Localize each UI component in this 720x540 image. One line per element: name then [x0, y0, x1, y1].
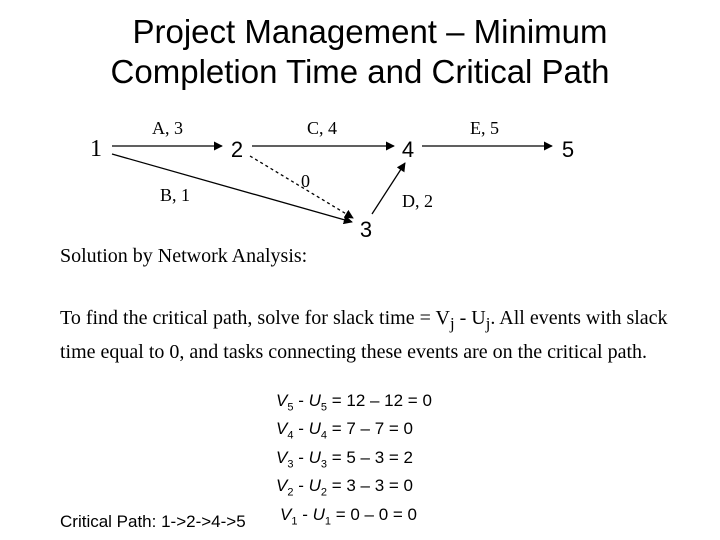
eq-v-sub: 4 — [287, 429, 294, 442]
node-3: 3 — [359, 217, 373, 242]
edge-3-4 — [372, 163, 405, 214]
eq-result: = 5 – 3 = 2 — [326, 447, 413, 467]
equation-v5 — [276, 390, 432, 418]
node-2: 2 — [230, 137, 244, 162]
eq-minus: - — [293, 391, 309, 410]
eq-v: V — [276, 391, 288, 410]
slack-equations — [276, 390, 432, 532]
equation-v2 — [276, 475, 432, 503]
edge-label-2-4: C, 4 — [307, 118, 338, 138]
eq-v: V — [276, 419, 288, 439]
para-sub-j1: j — [449, 314, 455, 333]
eq-minus: - — [297, 504, 313, 524]
eq-result: = 7 – 7 = 0 — [326, 419, 413, 439]
instruction-paragraph — [60, 304, 700, 366]
para-text-before: To find the critical path, solve for slack time = V — [60, 307, 450, 329]
eq-u-sub: 2 — [320, 486, 327, 499]
node-1: 1 — [90, 136, 102, 162]
title-line-2: Completion Time and Critical Path — [110, 53, 610, 90]
node-5: 5 — [561, 137, 575, 162]
eq-v: V — [276, 447, 288, 467]
eq-u: U — [308, 476, 321, 496]
eq-u: U — [308, 419, 321, 439]
eq-u-sub: 3 — [320, 458, 327, 471]
equation-v1 — [276, 504, 432, 532]
node-4: 4 — [401, 137, 415, 162]
eq-v: V — [280, 504, 292, 524]
para-text-mid: - U — [454, 307, 486, 329]
edge-label-2-3: 0 — [301, 171, 310, 191]
eq-v-sub: 2 — [287, 486, 294, 499]
eq-v-sub: 1 — [291, 514, 298, 527]
eq-v: V — [276, 476, 288, 496]
eq-u: U — [308, 391, 321, 410]
eq-minus: - — [293, 447, 309, 467]
eq-u: U — [308, 447, 321, 467]
eq-u-sub: 5 — [320, 401, 327, 414]
title-line-1: Project Management – Minimum — [132, 13, 608, 50]
eq-v-sub: 3 — [287, 458, 294, 471]
eq-v-sub: 5 — [287, 401, 294, 414]
eq-result: = 3 – 3 = 0 — [326, 476, 413, 496]
para-sub-j2: j — [485, 314, 491, 333]
edge-1-3 — [112, 154, 352, 222]
equation-v4 — [276, 418, 432, 446]
eq-u: U — [312, 504, 325, 524]
eq-u-sub: 4 — [320, 429, 327, 442]
eq-result: = 0 – 0 = 0 — [330, 504, 417, 524]
edge-label-1-3: B, 1 — [160, 185, 191, 205]
eq-u-sub: 1 — [324, 514, 331, 527]
equation-v3 — [276, 447, 432, 475]
eq-minus: - — [293, 476, 309, 496]
critical-path-text: Critical Path: 1->2->4->5 — [60, 512, 246, 531]
eq-result: = 12 – 12 = 0 — [326, 391, 432, 410]
para-text-after: . All events with slack time equal to 0, and tasks connecting these events are on the critical path. — [60, 307, 668, 363]
edge-label-4-5: E, 5 — [470, 118, 499, 138]
eq-minus: - — [293, 419, 309, 439]
section-title: Solution by Network Analysis: — [60, 245, 308, 267]
edge-label-3-4: D, 2 — [402, 191, 433, 211]
edge-label-1-2: A, 3 — [152, 118, 183, 138]
